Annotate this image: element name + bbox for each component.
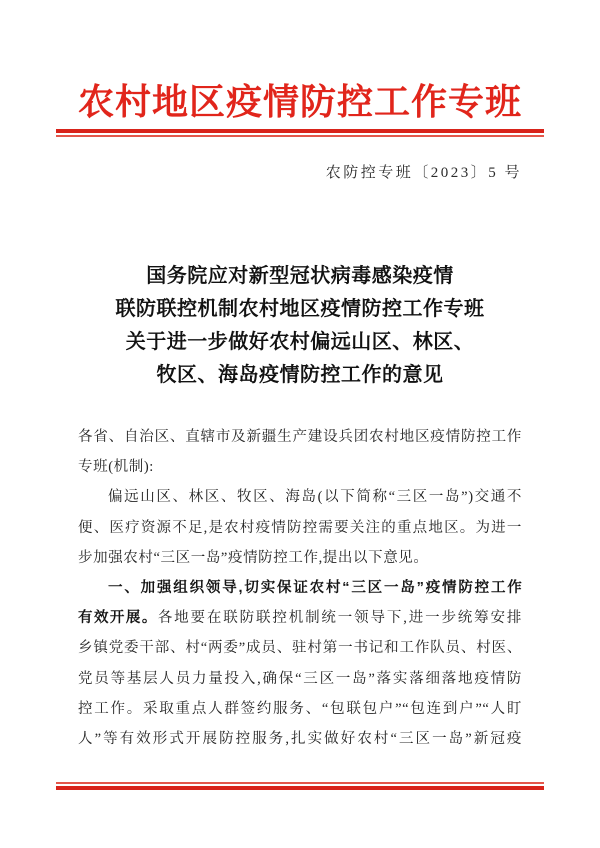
body-line [78, 694, 522, 724]
body-line [78, 482, 522, 512]
document-title-line: 牧区、海岛疫情防控工作的意见 [156, 364, 444, 386]
body-line [78, 664, 522, 694]
body-segment: 各省、自治区、直辖市及新疆生产建设兵团农村地区疫情防控工作 [78, 429, 522, 445]
body-line [78, 513, 522, 543]
body-segment: 人”等有效形式开展防控服务,扎实做好农村“三区一岛”新冠疫 [78, 730, 522, 747]
document-title-line: 国务院应对新型冠状病毒感染疫情 [146, 265, 454, 287]
footer-red-rule [56, 782, 544, 790]
document-body [78, 422, 522, 754]
body-segment: 党员等基层人员力量投入,确保“三区一岛”落实落细落地疫情防 [78, 670, 522, 687]
document-title-line: 关于进一步做好农村偏远山区、林区、 [125, 331, 475, 353]
body-line [78, 724, 522, 754]
body-line [78, 573, 522, 603]
document-title-line: 联防联控机制农村地区疫情防控工作专班 [115, 298, 485, 320]
body-line [78, 543, 522, 573]
header-red-rule [56, 129, 544, 137]
document-number: 农防控专班〔2023〕5 号 [325, 165, 522, 181]
body-line [78, 603, 522, 633]
header-red-rule-thin [56, 135, 544, 137]
body-segment: 乡镇党委干部、村“两委”成员、驻村第一书记和工作队员、村医、 [78, 640, 522, 657]
red-header-banner-title: 农村地区疫情防控工作专班 [77, 82, 522, 122]
body-line [78, 633, 522, 663]
body-segment: 偏远山区、林区、牧区、海岛(以下简称“三区一岛”)交通不 [108, 489, 522, 506]
body-segment: 控工作。采取重点人群签约服务、“包联包户”“包连到户”“人盯 [78, 700, 522, 717]
body-segment-bold: 一、加强组织领导,切实保证农村“三区一岛”疫情防控工作 [108, 579, 522, 596]
body-segment: 便、医疗资源不足,是农村疫情防控需要关注的重点地区。为进一 [78, 519, 522, 536]
document-title [0, 260, 600, 392]
footer-red-rule-thin [56, 782, 544, 784]
footer-red-rule-thick [56, 786, 544, 790]
body-segment: 步加强农村“三区一岛”疫情防控工作,提出以下意见。 [78, 549, 429, 566]
body-segment: 专班(机制): [78, 459, 154, 476]
body-line [78, 452, 522, 482]
body-segment: 各地要在联防联控机制统一领导下,进一步统筹安排 [157, 610, 522, 627]
body-line [78, 422, 522, 452]
header-red-rule-thick [56, 129, 544, 133]
body-segment-bold: 有效开展。 [78, 610, 158, 627]
